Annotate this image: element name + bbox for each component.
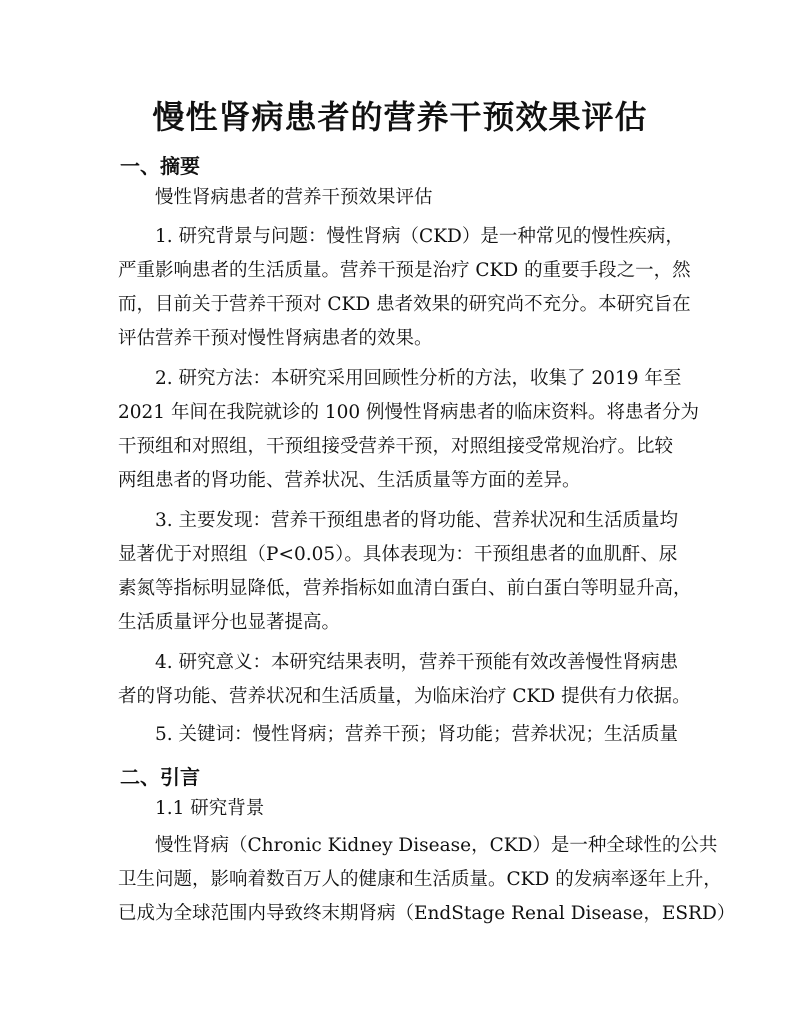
paragraph-line: 卫生问题，影响着数百万人的健康和生活质量。CKD 的发病率逐年上升， <box>118 869 722 890</box>
paragraph-line: 干预组和对照组，干预组接受营养干预，对照组接受常规治疗。比较 <box>118 436 674 457</box>
document-title: 慢性肾病患者的营养干预效果评估 <box>152 98 648 136</box>
paragraph-line: 者的肾功能、营养状况和生活质量，为临床治疗 CKD 提供有力依据。 <box>118 686 691 707</box>
paragraph-line: 1. 研究背景与问题：慢性肾病（CKD）是一种常见的慢性疾病， <box>155 226 684 247</box>
paragraph-line: 显著优于对照组（P<0.05）。具体表现为：干预组患者的血肌酐、尿 <box>118 544 678 565</box>
section-heading-introduction: 二、引言 <box>120 765 200 789</box>
paragraph-line: 慢性肾病（Chronic Kidney Disease，CKD）是一种全球性的公共 <box>155 835 718 856</box>
keywords-line: 5. 关键词：慢性肾病；营养干预；肾功能；营养状况；生活质量 <box>155 724 679 745</box>
subsection-heading: 1.1 研究背景 <box>155 798 265 819</box>
paragraph-line: 素氮等指标明显降低，营养指标如血清白蛋白、前白蛋白等明显升高， <box>118 578 692 599</box>
paragraph-line: 2021 年间在我院就诊的 100 例慢性肾病患者的临床资料。将患者分为 <box>118 402 700 423</box>
paragraph-line: 4. 研究意义：本研究结果表明，营养干预能有效改善慢性肾病患 <box>155 652 679 673</box>
paragraph-line: 严重影响患者的生活质量。营养干预是治疗 CKD 的重要手段之一，然 <box>118 260 691 281</box>
paragraph-line: 生活质量评分也显著提高。 <box>118 612 341 633</box>
paragraph-line: 已成为全球范围内导致终末期肾病（EndStage Renal Disease，ESRD） <box>118 903 736 924</box>
paragraph-line: 2. 研究方法：本研究采用回顾性分析的方法，收集了 2019 年至 <box>155 368 682 389</box>
abstract-subtitle: 慢性肾病患者的营养干预效果评估 <box>155 187 433 208</box>
section-heading-abstract: 一、摘要 <box>120 154 200 178</box>
paragraph-line: 两组患者的肾功能、营养状况、生活质量等方面的差异。 <box>118 470 581 491</box>
paragraph-line: 而，目前关于营养干预对 CKD 患者效果的研究尚不充分。本研究旨在 <box>118 294 691 315</box>
paragraph-line: 3. 主要发现：营养干预组患者的肾功能、营养状况和生活质量均 <box>155 510 679 531</box>
paragraph-line: 评估营养干预对慢性肾病患者的效果。 <box>118 328 433 349</box>
